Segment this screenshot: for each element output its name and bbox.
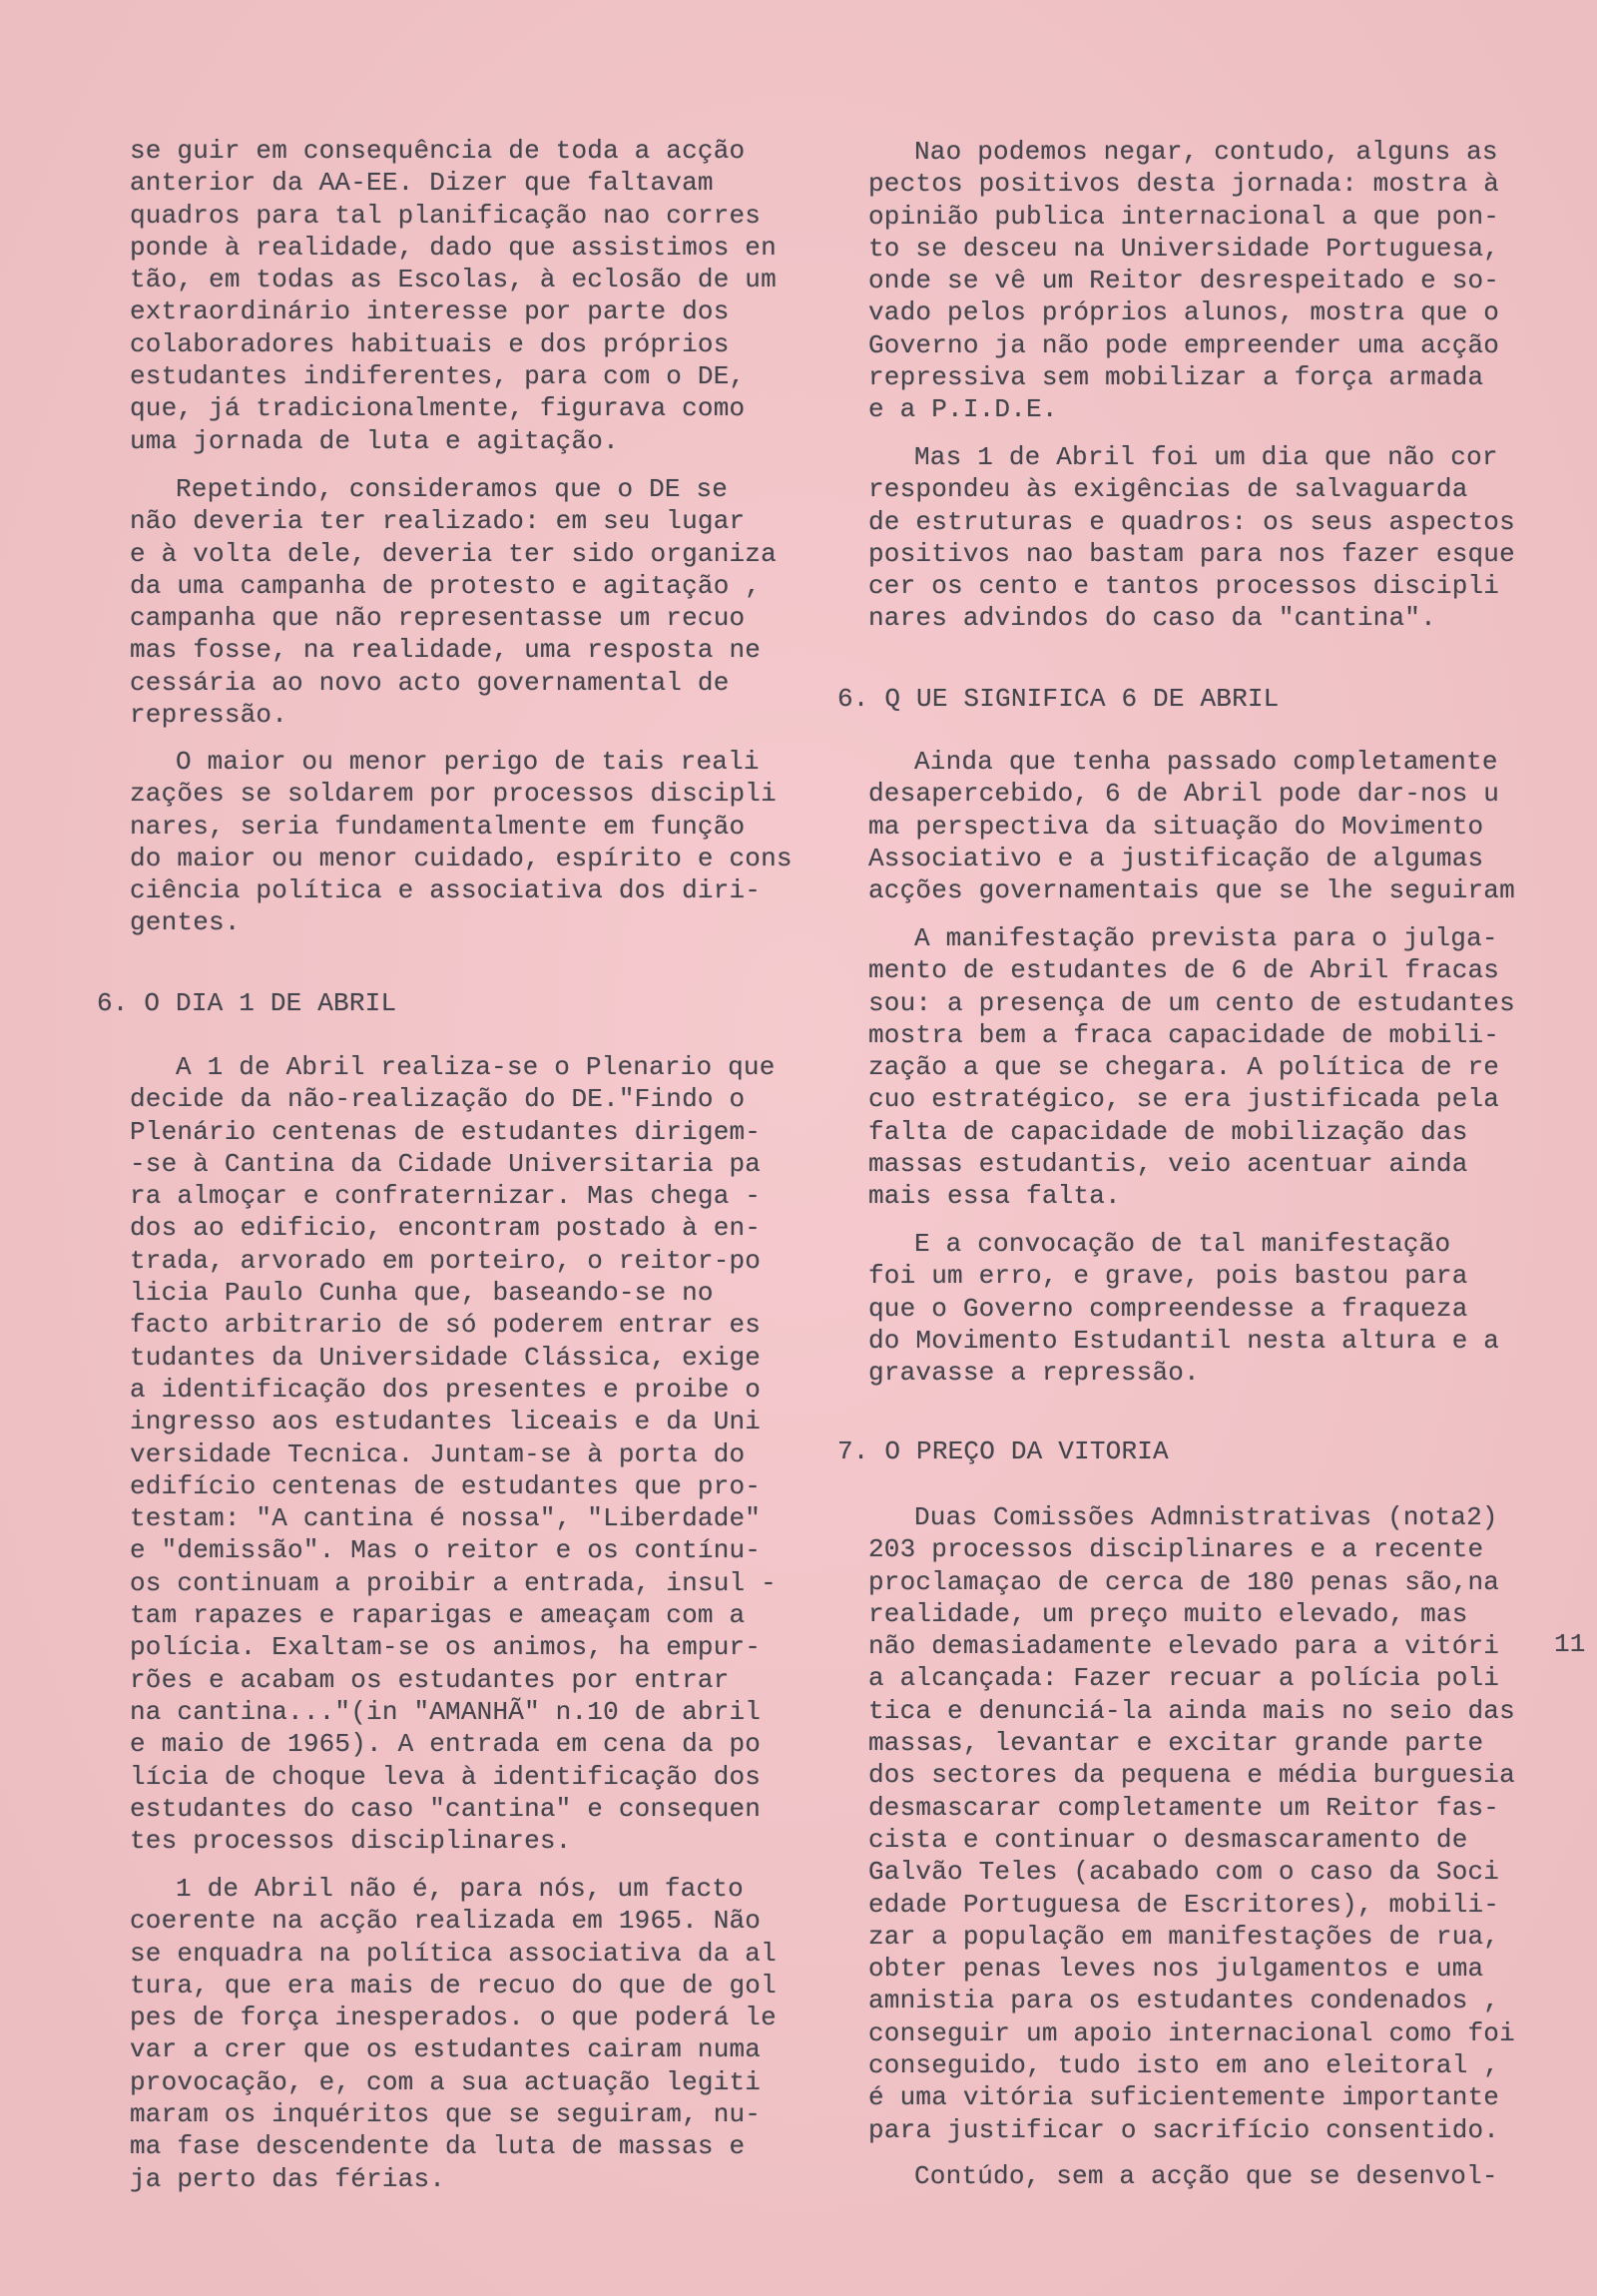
page-number: 11: [1554, 1629, 1586, 1659]
left-paragraph-continuation: se guir em consequência de toda a acção anterior da AA-EE. Dizer que faltavam quadros para tal planificação nao corres ponde à realidade, dado que assistimos en tão, em todas as Escolas, à eclosão de um extraordinário interesse por parte dos colaboradores habituais e dos próprios estudantes indiferentes, para com o DE, que, já tradicionalmente, figurava como uma jornada de luta e agitação.: [130, 136, 777, 456]
right-paragraph-exigencias: Mas 1 de Abril foi um dia que não cor respondeu às exigências de salvaguarda de estruturas e quadros: os seus aspectos positivos nao bastam para nos fazer esque cer os cento e tantos processos discipli nares advindos do caso da "cantina".: [868, 442, 1515, 634]
left-paragraph-facto-coerente: 1 de Abril não é, para nós, um facto coerente na acção realizada em 1965. Não se enquadra na política associativa da al tura, que era mais de recuo do que de gol pes de força inesperados. o que poderá le var a crer que os estudantes cairam numa provocação, e, com a sua actuação legiti maram os inquéritos que se seguiram, nu- ma fase descendente da luta de massas e ja perto das férias.: [130, 1874, 777, 2194]
left-paragraph-maior-perigo: O maior ou menor perigo de tais reali zações se soldarem por processos discipli nares, seria fundamentalmente em função do maior ou menor cuidado, espírito e cons ciência política e associativa dos diri- gentes.: [130, 747, 793, 938]
right-paragraph-contudo: Contúdo, sem a acção que se desenvol-: [914, 2161, 1498, 2191]
left-paragraph-repetindo: Repetindo, consideramos que o DE se não deveria ter realizado: em seu lugar e à volta dele, deveria ter sido organiza da uma campanha de protesto e agitação , campanha que não representasse um recuo mas fosse, na realidade, uma resposta ne cessária ao novo acto governamental de repressão.: [130, 474, 777, 731]
right-paragraph-comissoes: Duas Comissões Admnistrativas (nota2) 203 processos disciplinares e a recente proclamaçao de cerca de 180 penas são,na realidade, um preço muito elevado, mas não demasiadamente elevado para a vitóri a alcançada: Fazer recuar a polícia poli tica e denunciá-la ainda mais no seio das massas, levantar e excitar grande parte dos sectores da pequena e média burguesia desmascarar completamente um Reitor fas- cista e continuar o desmascaramento de Galvão Teles (acabado com o caso da Soci edade Portuguesa de Escritores), mobili- zar a população em manifestações de rua, obter penas leves nos julgamentos e uma amnistia para os estudantes condenados , conseguir um apoio internacional como foi conseguido, tudo isto em ano eleitoral , é uma vitória suficientemente importante para justificar o sacrifício consentido.: [868, 1502, 1515, 2145]
right-paragraph-aspectos-positivos: Nao podemos negar, contudo, alguns as pectos positivos desta jornada: mostra à opinião publica internacional a que pon- to se desceu na Universidade Portuguesa, onde se vê um Reitor desrespeitado e so- vado pelos próprios alunos, mostra que o Governo ja não pode empreender uma acção repressiva sem mobilizar a força armada e a P.I.D.E.: [868, 137, 1500, 425]
left-paragraph-1-abril-plenario: A 1 de Abril realiza-se o Plenario que decide da não-realização do DE."Findo o Plenário centenas de estudantes dirigem- -se à Cantina da Cidade Universitaria pa ra almoçar e confraternizar. Mas chega - dos ao edificio, encontram postado à en- trada, arvorado em porteiro, o reitor-po licia Paulo Cunha que, baseando-se no facto arbitrario de só poderem entrar es tudantes da Universidade Clássica, exige a identificação dos presentes e proibe o ingresso aos estudantes liceais e da Uni versidade Tecnica. Juntam-se à porta do edifício centenas de estudantes que pro- testam: "A cantina é nossa", "Liberdade" e "demissão". Mas o reitor e os contínu- os continuam a proibir a entrada, insul - tam rapazes e raparigas e ameaçam com a polícia. Exaltam-se os animos, ha empur- rões e acabam os estudantes por entrar na cantina..."(in "AMANHÃ" n.10 de abril e maio de 1965). A entrada em cena da po lícia de choque leva à identificação dos estudantes do caso "cantina" e consequen tes processos disciplinares.: [130, 1052, 777, 1857]
section-heading-6-dia-1-abril: 6. O DIA 1 DE ABRIL: [97, 988, 397, 1018]
section-heading-6-significa-6-abril: 6. Q UE SIGNIFICA 6 DE ABRIL: [837, 684, 1280, 714]
section-heading-7-preco-vitoria: 7. O PREÇO DA VITORIA: [837, 1436, 1169, 1466]
right-paragraph-manifestacao: A manifestação prevista para o julga- mento de estudantes de 6 de Abril fracas sou: a presença de um cento de estudantes mostra bem a fraca capacidade de mobili- zação a que se chegara. A política de re cuo estratégico, se era justificada pela falta de capacidade de mobilização das massas estudantis, veio acentuar ainda mais essa falta.: [868, 923, 1515, 1212]
right-paragraph-convocacao: E a convocação de tal manifestação foi um erro, e grave, pois bastou para que o Governo compreendesse a fraqueza do Movimento Estudantil nesta altura e a gravasse a repressão.: [868, 1229, 1500, 1389]
right-paragraph-perspectiva: Ainda que tenha passado completamente desapercebido, 6 de Abril pode dar-nos u ma perspectiva da situação do Movimento Associativo e a justificação de algumas acções governamentais que se lhe seguiram: [868, 747, 1515, 906]
